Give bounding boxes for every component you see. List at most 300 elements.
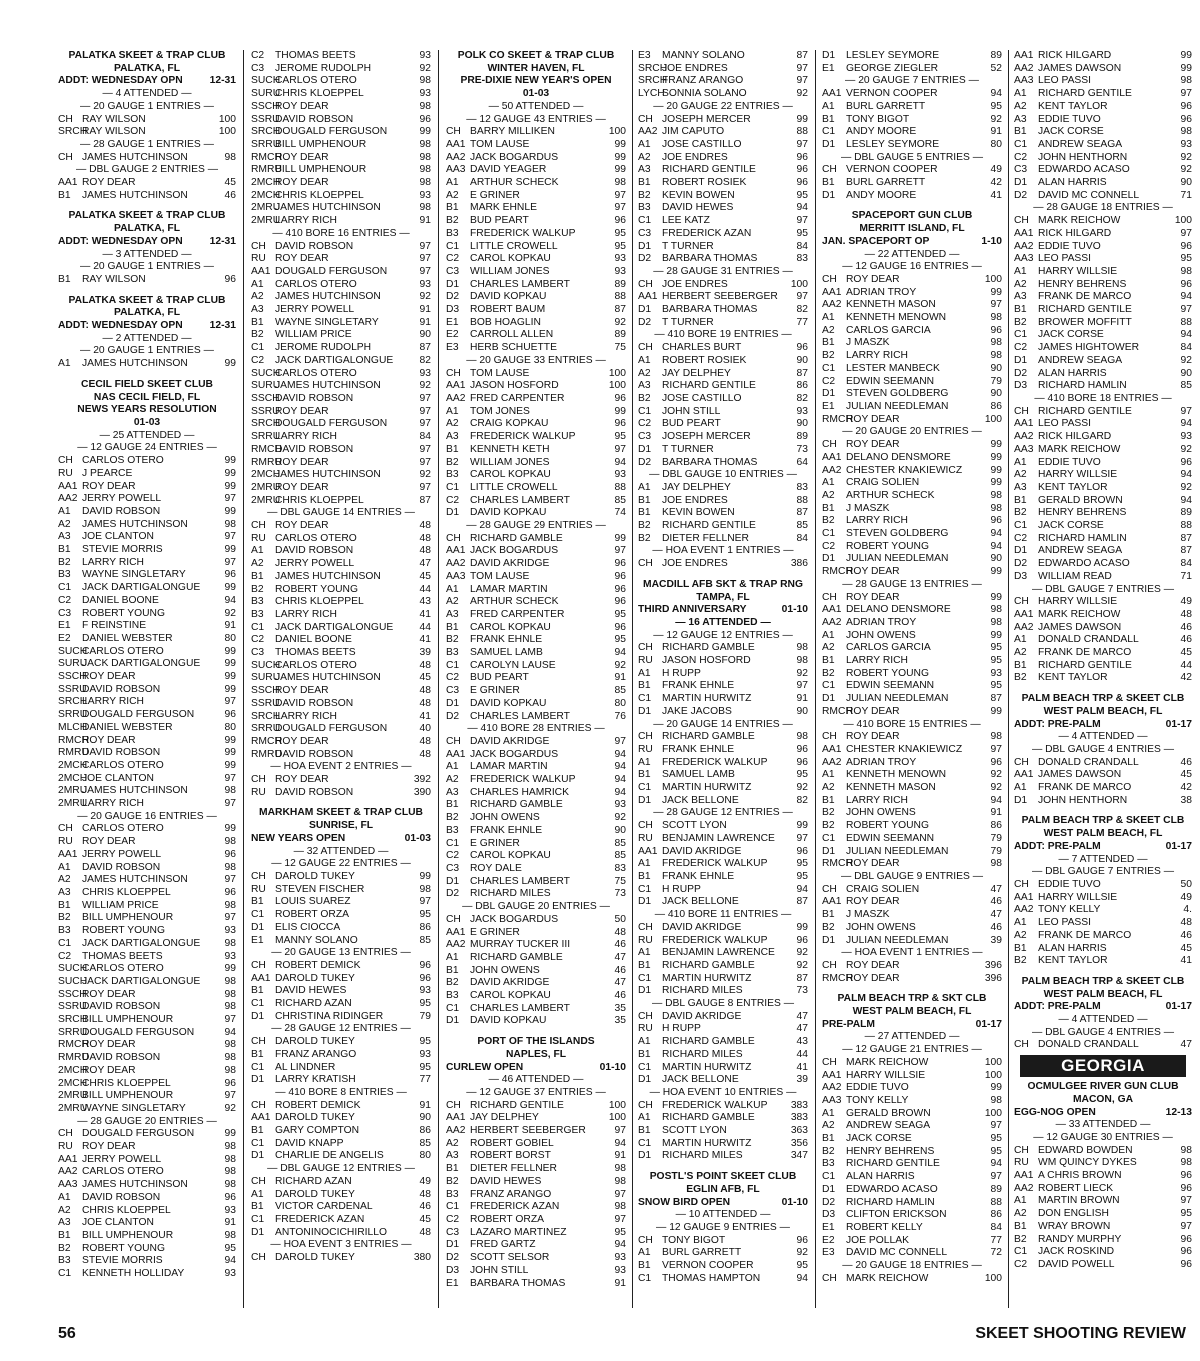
class-code: C1 [638, 1061, 652, 1073]
score: 96 [614, 621, 626, 633]
result-row [638, 533, 808, 546]
class-code: C1 [638, 1272, 652, 1284]
event-line: — 410 BORE 11 ENTRIES — [654, 909, 792, 921]
class-code: B1 [638, 959, 651, 971]
score: 95 [1180, 1208, 1192, 1220]
event-line: — 28 GAUGE 12 ENTRIES — [271, 1023, 411, 1035]
shooter-name: SCOTT LYON [662, 1125, 727, 1137]
shooter-name: DAROLD TUKEY [275, 871, 355, 882]
score: 97 [224, 493, 236, 505]
club-heading: POLK CO SKEET & TRAP CLUB [457, 50, 615, 61]
class-code: B1 [822, 502, 835, 514]
result-row [822, 101, 1002, 114]
class-code: C3 [638, 431, 652, 443]
score: 100 [984, 1272, 1002, 1284]
score: 96 [224, 709, 236, 721]
result-row [58, 696, 236, 709]
score: 93 [224, 1268, 236, 1280]
event-line: — 33 ATTENDED — [1055, 1119, 1151, 1131]
result-row [1014, 228, 1192, 241]
result-row [822, 164, 1002, 177]
score: 79 [419, 1010, 431, 1022]
score: 89 [990, 50, 1002, 61]
score: 98 [1180, 265, 1192, 277]
shooter-name: RICHARD MILES [470, 888, 551, 900]
score: 98 [990, 337, 1002, 349]
result-row [251, 685, 431, 698]
score: 48 [614, 926, 626, 938]
result-row [638, 393, 808, 406]
shooter-name: CRAIG SOLIEN [846, 883, 920, 895]
event-line: — 4 ATTENDED — [102, 88, 192, 100]
class-code: A2 [1014, 1208, 1027, 1220]
result-row [638, 507, 808, 520]
score: 99 [224, 645, 236, 657]
shooter-name: CHESTER KNAKIEWICZ [846, 743, 963, 755]
class-code: SSCH [251, 685, 280, 697]
shooter-name: DANIEL WEBSTER [82, 632, 173, 644]
shooter-name: JOE CLANTON [82, 531, 154, 543]
result-row [58, 1052, 236, 1065]
shooter-name: CARLOS OTERO [82, 963, 164, 975]
score: 99 [224, 358, 236, 370]
score: 80 [224, 721, 236, 733]
class-code: CH [251, 520, 266, 532]
class-code: B3 [822, 1158, 835, 1170]
score: 100 [608, 1112, 626, 1124]
score: 93 [614, 469, 626, 481]
score: 89 [1180, 507, 1192, 519]
score: 88 [1180, 316, 1192, 328]
event-line: — 20 GAUGE 7 ENTRIES — [845, 75, 979, 87]
score: 96 [796, 845, 808, 857]
shooter-name: JACK DARTIGALONGUE [275, 354, 394, 366]
score: 97 [224, 798, 236, 810]
event-line: — DBL GAUGE 14 ENTRIES — [267, 507, 415, 519]
shooter-name: MARTIN HURWITZ [662, 1137, 752, 1149]
score: 4. [1183, 904, 1192, 916]
class-code: C1 [446, 240, 460, 252]
result-row [446, 482, 626, 495]
score: 98 [224, 988, 236, 1000]
shooter-name: AL LINDNER [275, 1061, 336, 1073]
score: 85 [614, 837, 626, 849]
result-row [638, 431, 808, 444]
shooter-name: HERBERT SEEBERGER [662, 291, 778, 303]
class-code: 2MRU [251, 215, 281, 227]
result-row [58, 557, 236, 570]
score: 84 [796, 532, 808, 544]
result-row [1014, 930, 1192, 943]
result-row [822, 896, 1002, 909]
shooter-name: KENNETH MASON [846, 299, 936, 311]
score: 98 [990, 502, 1002, 514]
class-code: D1 [822, 50, 836, 61]
score: 97 [224, 912, 236, 924]
score: 99 [224, 1128, 236, 1140]
class-code: CH [638, 921, 653, 933]
event-line: — 3 ATTENDED — [102, 248, 192, 260]
result-row [58, 506, 236, 519]
result-row [446, 1201, 626, 1214]
class-code: AA1 [251, 972, 271, 984]
result-row [251, 660, 431, 673]
class-code: C1 [446, 1201, 460, 1213]
score: 79 [990, 832, 1002, 844]
score: 92 [419, 469, 431, 481]
score: 90 [796, 354, 808, 366]
shooter-name: EDWARDO ACASO [1038, 164, 1130, 176]
shooter-name: DELANO DENSMORE [846, 604, 951, 616]
score: 97 [224, 556, 236, 568]
club-heading: TAMPA, FL [696, 591, 750, 603]
result-row [58, 126, 236, 139]
class-code: D3 [822, 1209, 836, 1221]
shooter-name: FREDERICK WALKUP [470, 431, 576, 443]
score: 44 [419, 621, 431, 633]
score: 92 [796, 782, 808, 794]
class-code: D1 [446, 278, 460, 290]
shooter-name: RICHARD GENTILE [470, 1099, 564, 1111]
result-row [822, 795, 1002, 808]
score: 94 [796, 883, 808, 895]
score: 46 [990, 921, 1002, 933]
shooter-name: LESTER MANBECK [846, 362, 940, 374]
class-code: B2 [638, 189, 651, 201]
class-code: CH [446, 532, 461, 544]
shooter-name: ALAN HARRIS [846, 1171, 915, 1183]
score: 100 [1174, 215, 1192, 227]
score: 83 [796, 481, 808, 493]
shooter-name: DAROLD TUKEY [275, 1112, 355, 1124]
class-code: B1 [251, 570, 264, 582]
score: 87 [796, 367, 808, 379]
result-row [822, 1197, 1002, 1210]
class-code: AA2 [58, 493, 78, 505]
shooter-name: ROY DEAR [275, 685, 329, 697]
score: 99 [990, 591, 1002, 603]
score: 87 [419, 494, 431, 506]
section-gap [638, 571, 808, 579]
shooter-name: ROBERT YOUNG [82, 1242, 165, 1254]
class-code: B1 [251, 1125, 264, 1137]
shooter-name: CARLOS OTERO [82, 1166, 164, 1178]
class-code: D1 [638, 985, 652, 997]
shooter-name: CAROL KOPKAU [470, 850, 551, 862]
class-code: RMCH [822, 705, 853, 717]
result-row [638, 706, 808, 719]
shooter-name: VERNON COOPER [662, 1260, 754, 1272]
result-row [1014, 317, 1192, 330]
shooter-name: CARLOS GARCIA [846, 324, 931, 336]
class-code: AA1 [446, 748, 466, 760]
class-code: AA1 [822, 88, 842, 100]
score: 94 [614, 761, 626, 773]
score: 96 [796, 756, 808, 768]
result-row [638, 871, 808, 884]
score: 92 [1180, 481, 1192, 493]
class-code: B3 [638, 202, 651, 214]
score: 85 [614, 494, 626, 506]
score: 46 [1180, 756, 1192, 768]
shooter-name: EDWIN SEEMANN [846, 375, 935, 387]
score: 41 [1180, 955, 1192, 967]
result-row [58, 1166, 236, 1179]
shooter-name: DANIEL BOONE [82, 594, 159, 606]
result-row [58, 1243, 236, 1256]
result-row [822, 452, 1002, 465]
result-row [58, 468, 236, 481]
score: 99 [796, 820, 808, 832]
result-row [638, 50, 808, 63]
result-row [251, 329, 431, 342]
score: 45 [1180, 769, 1192, 781]
class-code: E3 [638, 50, 651, 61]
class-code: D2 [638, 316, 652, 328]
result-row [251, 139, 431, 152]
shooter-name: ROY DEAR [275, 405, 329, 417]
shooter-name: JACK ROSKIND [1038, 1246, 1115, 1258]
score: 97 [614, 189, 626, 201]
result-row [446, 977, 626, 990]
score: 93 [796, 405, 808, 417]
result-row [446, 876, 626, 889]
shooter-name: JEROME RUDOLPH [275, 62, 372, 74]
shooter-name: JOHN HENTHORN [1038, 151, 1128, 163]
shooter-name: WAYNE SINGLETARY [82, 569, 186, 581]
score: 47 [990, 909, 1002, 921]
club-heading: PALATKA SKEET & TRAP CLUB [68, 294, 226, 306]
score: 100 [984, 413, 1002, 425]
shooter-name: KENT TAYLOR [1038, 481, 1108, 493]
score: 83 [796, 253, 808, 265]
shooter-name: DAVID ROBSON [82, 747, 161, 759]
class-code: D1 [251, 1010, 265, 1022]
result-row [638, 1138, 808, 1151]
result-row [251, 558, 431, 571]
club-heading: PALATKA, FL [114, 62, 180, 74]
result-row [822, 528, 1002, 541]
shooter-name: JULIAN NEEDLEMAN [846, 400, 949, 412]
shooter-name: WILLIAM READ [1038, 570, 1112, 582]
shoot-title-row [638, 604, 808, 617]
class-code: SSRU [251, 697, 280, 709]
shooter-name: ROY DEAR [82, 177, 136, 189]
score: 93 [224, 925, 236, 937]
class-code: C2 [446, 1213, 460, 1225]
result-row [1014, 380, 1192, 393]
score: 92 [614, 316, 626, 328]
score: 82 [796, 304, 808, 316]
class-code: 2MRU [58, 1090, 88, 1102]
result-row [1014, 647, 1192, 660]
score: 98 [990, 489, 1002, 501]
shooter-name: FREDERICK WALKUP [470, 227, 576, 239]
class-code: D1 [638, 1074, 652, 1086]
shoot-date: 12-31 [209, 75, 236, 87]
result-row [58, 595, 236, 608]
shooter-name: SONNIA SOLANO [662, 88, 747, 100]
shooter-name: JACK DARTIGALONGUE [82, 937, 201, 949]
class-code: B1 [1014, 942, 1027, 954]
shooter-name: DAROLD TUKEY [275, 1252, 355, 1264]
result-row [638, 380, 808, 393]
result-row [638, 202, 808, 215]
score: 96 [224, 1191, 236, 1203]
score: 46 [1180, 929, 1192, 941]
class-code: C3 [638, 227, 652, 239]
shooter-name: RICHARD GENTILE [1038, 88, 1132, 100]
class-code: AA1 [446, 1112, 466, 1124]
shooter-name: STEVEN GOLDBERG [846, 388, 949, 400]
class-code: C3 [251, 62, 265, 74]
class-code: A2 [638, 367, 651, 379]
score: 98 [419, 138, 431, 150]
score: 46 [614, 939, 626, 951]
score: 96 [796, 743, 808, 755]
shooter-name: ANDREW SEAGA [846, 1120, 931, 1132]
score: 93 [419, 88, 431, 100]
shooter-name: FRANK DE MARCO [1038, 291, 1132, 303]
shooter-name: CHARLES HAMRICK [470, 786, 569, 798]
class-code: C1 [251, 1061, 265, 1073]
shooter-name: EDWIN SEEMANN [846, 832, 935, 844]
score: 92 [419, 62, 431, 74]
class-code: RU [58, 1141, 73, 1153]
score: 85 [419, 934, 431, 946]
score: 91 [796, 693, 808, 705]
shooter-name: JAMES HUTCHINSON [82, 874, 188, 886]
result-row [638, 152, 808, 165]
result-row [251, 1100, 431, 1113]
class-code: A2 [822, 782, 835, 794]
shooter-name: JOSE CASTILLO [662, 138, 742, 150]
score: 48 [419, 532, 431, 544]
shooter-name: EDDIE TUVO [846, 1082, 909, 1094]
score: 94 [614, 786, 626, 798]
class-code: SRCH [58, 1014, 88, 1026]
score: 43 [419, 596, 431, 608]
result-row [446, 596, 626, 609]
result-row [638, 1260, 808, 1273]
score: 98 [224, 1039, 236, 1051]
class-code: C1 [638, 215, 652, 227]
shooter-name: THOMAS BEETS [82, 950, 163, 962]
result-row [638, 985, 808, 998]
class-code: CH [251, 1099, 266, 1111]
result-row [822, 909, 1002, 922]
score: 94 [796, 1272, 808, 1284]
result-row [251, 418, 431, 431]
shooter-name: ROY DEAR [82, 1064, 136, 1076]
score: 100 [608, 367, 626, 379]
score: 95 [614, 431, 626, 443]
result-row [446, 965, 626, 978]
shooter-name: ROY DEAR [275, 481, 329, 493]
class-code: B2 [446, 634, 459, 646]
event-line: — 10 ATTENDED — [675, 1209, 771, 1221]
result-row [822, 114, 1002, 127]
score: 96 [224, 848, 236, 860]
shooter-name: VERNON COOPER [846, 88, 938, 100]
score: 96 [419, 959, 431, 971]
result-row [251, 114, 431, 127]
club-heading: SUNRISE, FL [308, 820, 374, 832]
shooter-name: JERRY POWELL [82, 1153, 162, 1165]
result-row [58, 544, 236, 557]
shooter-name: JACK BOGARDUS [470, 151, 559, 163]
score: 97 [224, 874, 236, 886]
score: 95 [419, 998, 431, 1010]
shooter-name: CHARLES LAMBERT [470, 278, 570, 290]
score: 39 [990, 934, 1002, 946]
class-code: 2MCH [251, 469, 281, 481]
class-code: SRCH [251, 418, 281, 430]
score: 86 [796, 380, 808, 392]
class-code: CH [822, 1272, 837, 1284]
class-code: C3 [251, 647, 265, 659]
score: 87 [1180, 545, 1192, 557]
shooter-name: SCOTT SELSOR [470, 1252, 550, 1264]
result-row [1014, 943, 1192, 956]
score: 98 [1180, 1144, 1192, 1156]
shooter-name: WILLIAM PRICE [82, 899, 159, 911]
shoot-title-row [822, 1019, 1002, 1032]
shooter-name: DAVID KOPKAU [470, 291, 547, 303]
result-row [822, 139, 1002, 152]
result-row [638, 820, 808, 833]
score: 94 [614, 1239, 626, 1251]
class-code: AA2 [446, 1125, 466, 1137]
shooter-name: HARRY WILLSIE [1038, 469, 1118, 481]
score: 44 [1180, 659, 1192, 671]
results-column-3 [446, 50, 626, 1305]
shooter-name: JACK DARTIGALONGUE [82, 582, 201, 594]
class-code: C3 [446, 265, 460, 277]
class-code: D1 [638, 240, 652, 252]
class-code: E1 [822, 62, 835, 74]
score: 98 [419, 151, 431, 163]
result-row [822, 1133, 1002, 1146]
shooter-name: ROY DEAR [82, 671, 136, 683]
class-code: RU [58, 467, 73, 479]
score: 98 [990, 350, 1002, 362]
shoot-name: JAN. SPACEPORT OP [822, 235, 930, 247]
shooter-name: JERRY POWELL [275, 304, 355, 316]
result-row [446, 1239, 626, 1252]
class-code: C1 [822, 832, 836, 844]
shooter-name: RICHARD AZAN [275, 998, 352, 1010]
score: 41 [419, 710, 431, 722]
score: 49 [419, 1175, 431, 1187]
result-row [446, 736, 626, 749]
shooter-name: FRED CARPENTER [470, 608, 565, 620]
score: 96 [796, 164, 808, 176]
score: 98 [224, 1052, 236, 1064]
shooter-name: DAVID ROBSON [82, 1001, 161, 1013]
class-code: SRCH [58, 696, 88, 708]
shooter-name: JOHN HENTHORN [1038, 794, 1128, 806]
score: 46 [224, 189, 236, 201]
shooter-name: JACK DARTIGALONGUE [275, 621, 394, 633]
class-code: RMCH [822, 566, 853, 578]
shooter-name: RICHARD GAMBLE [662, 1036, 755, 1048]
result-row [822, 680, 1002, 693]
result-row [446, 634, 626, 647]
result-row [446, 215, 626, 228]
score: 47 [614, 977, 626, 989]
score: 97 [1180, 304, 1192, 316]
